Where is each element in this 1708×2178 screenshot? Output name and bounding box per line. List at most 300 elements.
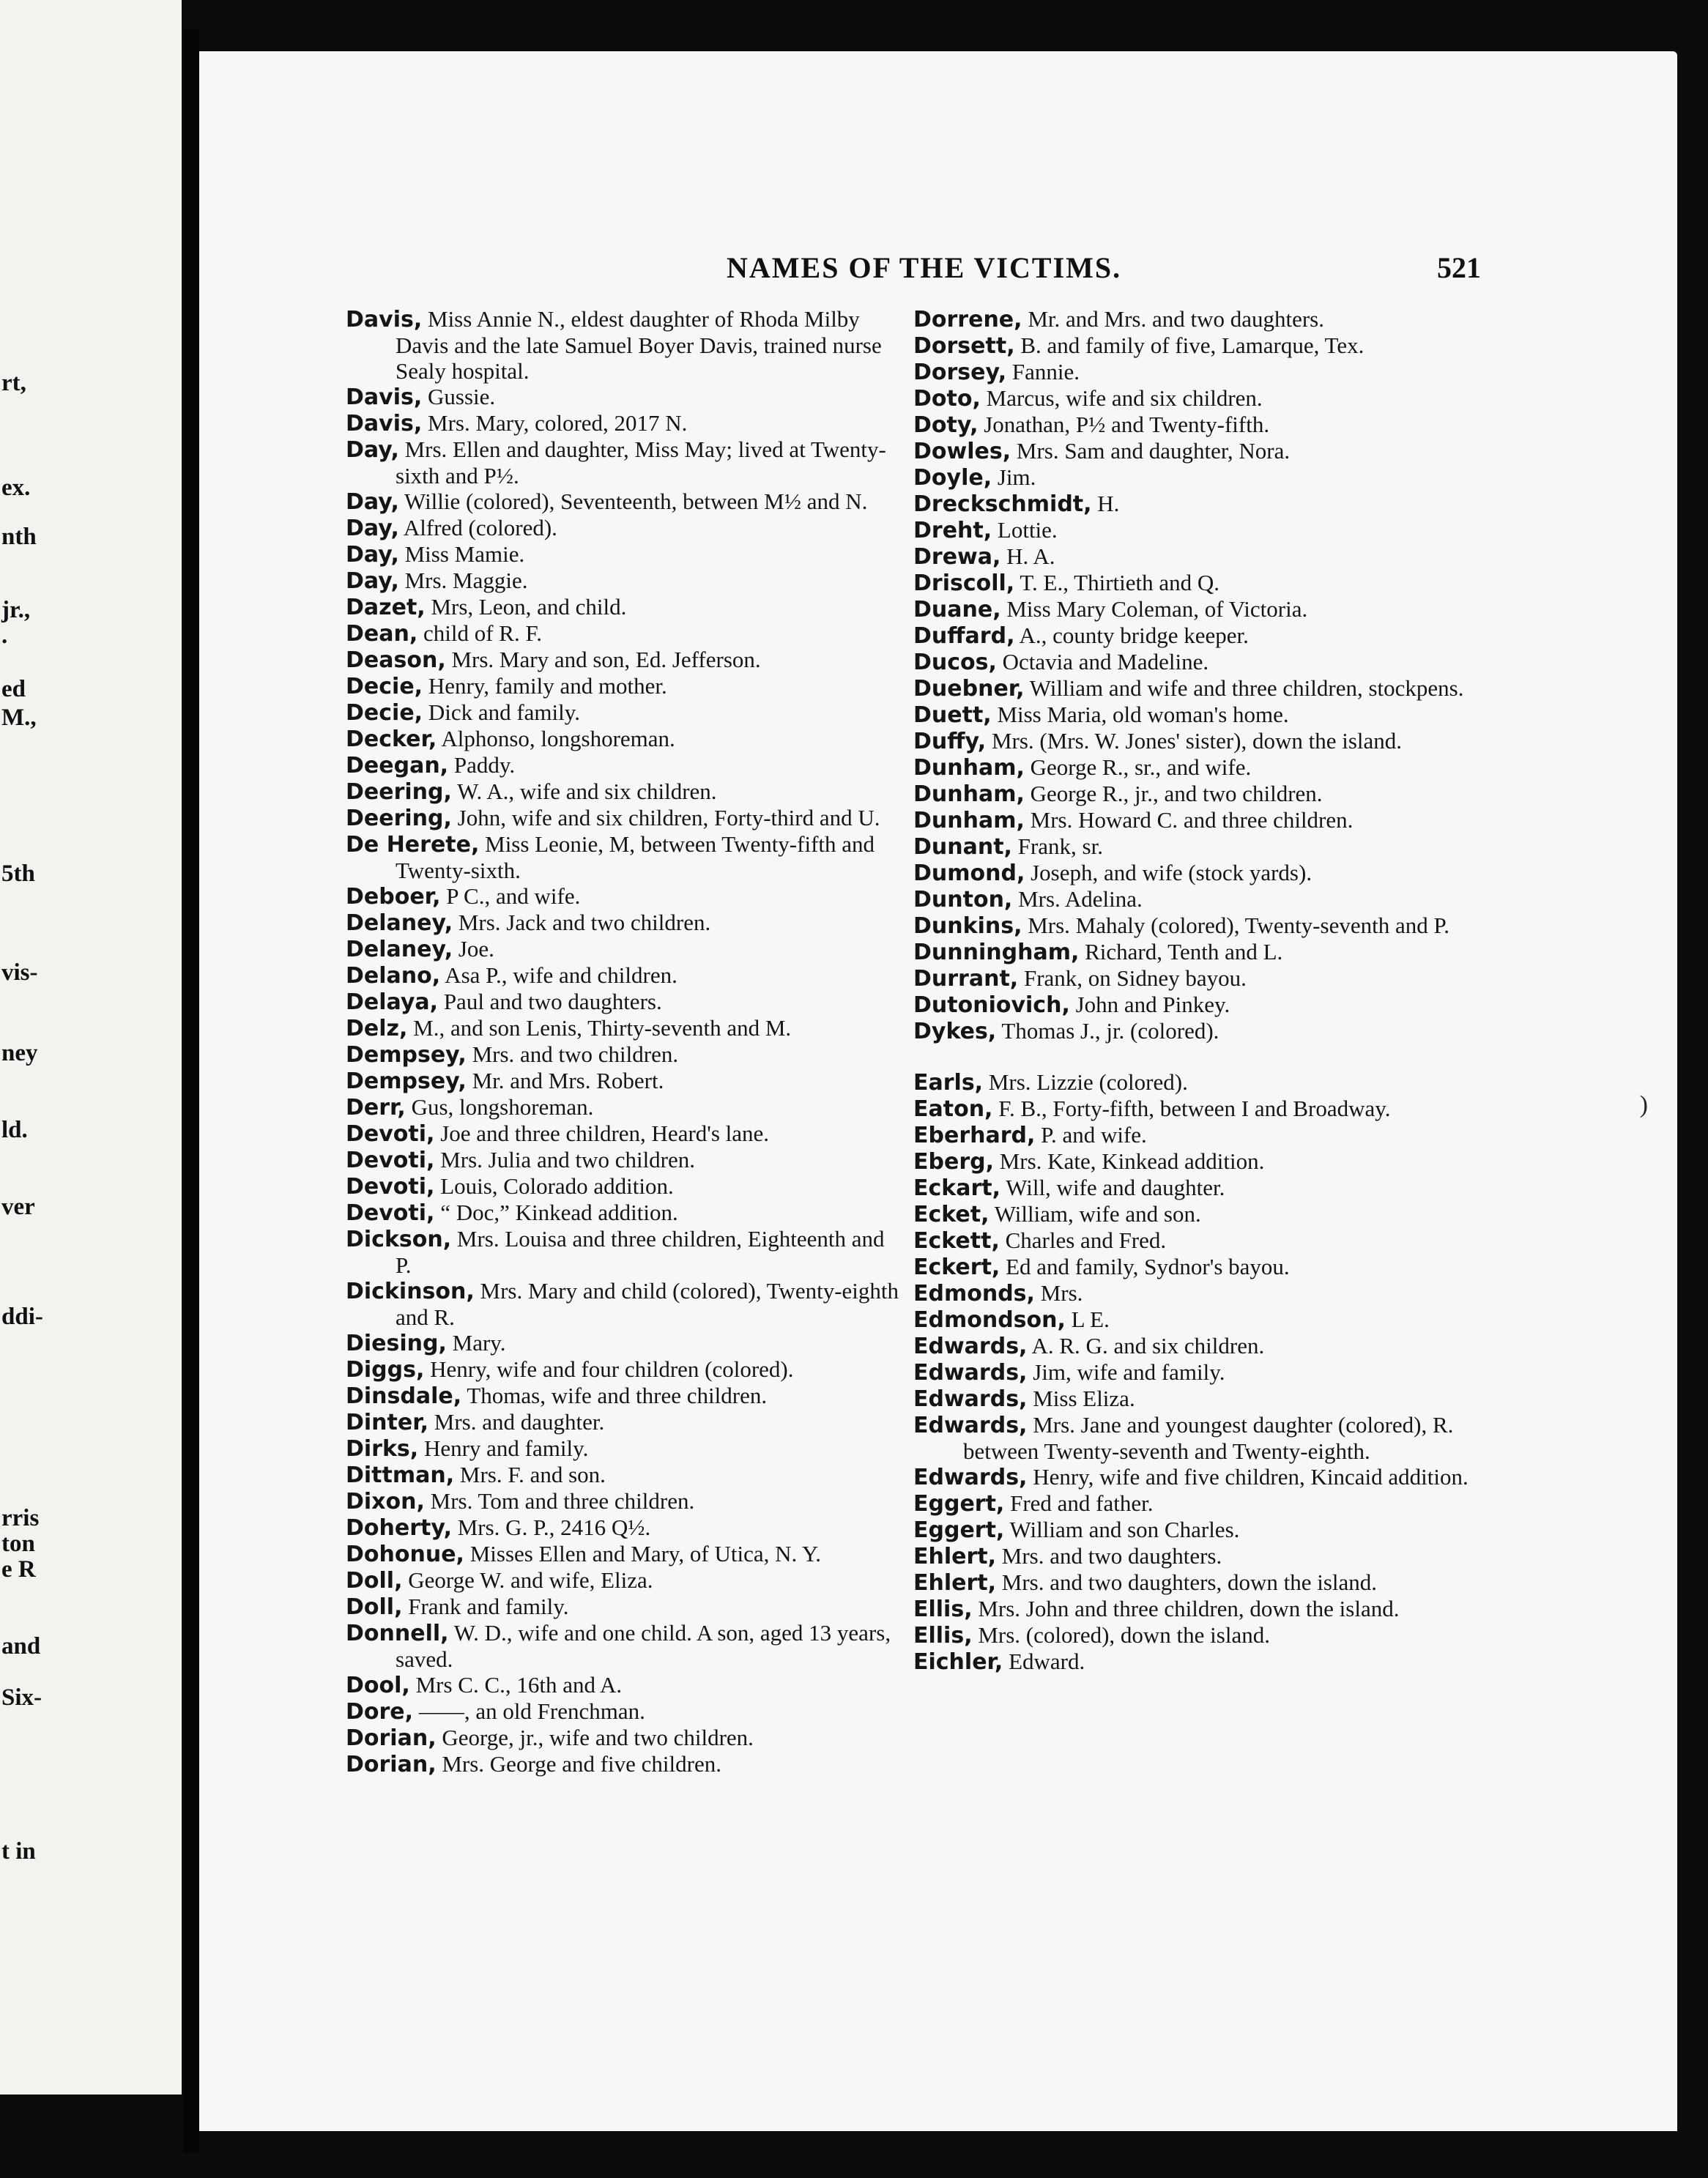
- facing-page-fragment: ed: [1, 676, 26, 702]
- victim-entry: [913, 438, 1499, 464]
- victim-entry: [913, 992, 1499, 1018]
- page-number: 521: [1437, 251, 1481, 284]
- victim-entry: [913, 1122, 1499, 1148]
- victim-entry: [913, 1596, 1499, 1622]
- facing-page-fragment: ld.: [1, 1117, 28, 1143]
- victim-entry: [913, 622, 1499, 649]
- victim-entry: [913, 1333, 1499, 1359]
- victim-surname: Doll,: [346, 1594, 403, 1620]
- victim-surname: Ducos,: [913, 650, 997, 675]
- victim-surname: Earls,: [913, 1070, 984, 1096]
- victim-entry: [913, 1517, 1499, 1543]
- victim-entry: [346, 1751, 902, 1777]
- victim-details: Henry and family.: [418, 1435, 589, 1461]
- victim-details: A., county bridge keeper.: [1014, 622, 1249, 648]
- victim-surname: Dickinson,: [346, 1279, 475, 1304]
- victim-entry: [913, 1018, 1499, 1044]
- victim-details: Miss Maria, old woman's home.: [991, 702, 1289, 727]
- victim-entry: [346, 1330, 902, 1356]
- victim-entry: [346, 962, 902, 989]
- victim-surname: Dorian,: [346, 1725, 437, 1751]
- victim-surname: Dunant,: [913, 834, 1012, 860]
- victim-details: John and Pinkey.: [1069, 992, 1230, 1017]
- victim-surname: Decker,: [346, 726, 437, 752]
- victim-surname: Delaya,: [346, 989, 439, 1015]
- victim-details: Mrs. Sam and daughter, Nora.: [1011, 438, 1291, 464]
- victim-details: William and wife and three children, stockpens.: [1024, 675, 1464, 701]
- victim-entry: [346, 568, 902, 594]
- victim-details: T. E., Thirtieth and Q.: [1014, 570, 1220, 595]
- victim-details: M., and son Lenis, Thirty-seventh and M.: [407, 1015, 792, 1041]
- victim-entry: [913, 464, 1499, 491]
- victim-details: Fred and father.: [1004, 1490, 1154, 1516]
- victim-details: Gussie.: [422, 384, 496, 409]
- page-header: [199, 250, 1677, 294]
- victim-surname: Durrant,: [913, 966, 1019, 992]
- victim-entry: [913, 1543, 1499, 1569]
- victim-entry: [913, 675, 1499, 702]
- victim-details: B. and family of five, Lamarque, Tex.: [1014, 332, 1364, 358]
- victim-entry: [913, 332, 1499, 359]
- victim-surname: Decie,: [346, 700, 423, 726]
- victim-entry: [346, 1567, 902, 1594]
- victim-surname: Dirks,: [346, 1436, 419, 1462]
- victim-details: Mrs. Ellen and daughter, Miss May; lived at Twenty-sixth and P½.: [396, 436, 886, 488]
- facing-page-fragment: nth: [1, 524, 37, 550]
- victim-entry: [346, 752, 902, 778]
- victim-details: Mrs. Mary and son, Ed. Jefferson.: [445, 647, 761, 672]
- victim-entry: [346, 541, 902, 568]
- victim-details: “ Doc,” Kinkead addition.: [434, 1200, 678, 1225]
- victim-details: Mrs. John and three children, down the island.: [972, 1596, 1400, 1621]
- victim-entry: [913, 1490, 1499, 1517]
- victim-entry: [913, 1569, 1499, 1596]
- victim-details: George R., jr., and two children.: [1024, 781, 1323, 806]
- victim-entry: [346, 515, 902, 541]
- victim-details: Willie (colored), Seventeenth, between M½ and N.: [398, 488, 868, 514]
- victim-entry: [346, 594, 902, 620]
- victim-details: Mrs. and two daughters.: [996, 1543, 1222, 1569]
- victim-surname: Eichler,: [913, 1649, 1003, 1675]
- victim-surname: Dunton,: [913, 887, 1013, 913]
- victim-surname: De Herete,: [346, 832, 480, 858]
- victim-entry: [346, 1435, 902, 1462]
- victim-details: W. D., wife and one child. A son, aged 13 years, saved.: [396, 1620, 891, 1672]
- victim-surname: Day,: [346, 542, 399, 568]
- victim-details: Jim.: [992, 464, 1036, 490]
- victim-surname: Dool,: [346, 1673, 410, 1698]
- victim-details: Mrs C. C., 16th and A.: [409, 1672, 623, 1698]
- facing-page-fragment: ddi-: [1, 1304, 43, 1330]
- victim-surname: Deboer,: [346, 884, 441, 910]
- victim-details: William, wife and son.: [989, 1201, 1201, 1227]
- victim-entry: [346, 1698, 902, 1725]
- facing-page-fragment: Six-: [1, 1684, 42, 1711]
- victim-details: Miss Mary Coleman, of Victoria.: [1000, 596, 1308, 622]
- victim-entry: [913, 1622, 1499, 1649]
- facing-page-fragment: .: [1, 622, 8, 649]
- victim-entry: [346, 1409, 902, 1435]
- victim-details: Mrs. G. P., 2416 Q½.: [451, 1514, 651, 1540]
- victim-surname: Dinter,: [346, 1410, 429, 1435]
- victim-entry: [346, 673, 902, 699]
- victim-entry: [913, 913, 1499, 939]
- victim-entry: [913, 1254, 1499, 1280]
- victim-details: Will, wife and daughter.: [1000, 1175, 1225, 1200]
- victim-details: Louis, Colorado addition.: [434, 1173, 674, 1199]
- victim-entry: [913, 491, 1499, 517]
- victim-details: Jonathan, P½ and Twenty-fifth.: [978, 412, 1270, 437]
- victim-entry: [346, 1383, 902, 1409]
- victim-surname: Deering,: [346, 806, 452, 831]
- victim-details: Henry, wife and five children, Kincaid addition.: [1027, 1464, 1468, 1490]
- facing-page-fragment: rt,: [1, 370, 26, 396]
- victim-surname: Dunkins,: [913, 913, 1022, 939]
- victim-entry: [346, 1594, 902, 1620]
- victim-entry: [913, 596, 1499, 622]
- victim-details: Charles and Fred.: [999, 1227, 1167, 1253]
- victim-details: George, jr., wife and two children.: [436, 1725, 754, 1750]
- victim-surname: Dorsey,: [913, 360, 1007, 385]
- facing-page-fragment: M.,: [1, 705, 37, 731]
- victim-surname: Doty,: [913, 412, 979, 438]
- victim-details: Mrs. (colored), down the island.: [972, 1622, 1270, 1648]
- victim-details: H. A.: [1000, 543, 1055, 569]
- victim-entry: [913, 359, 1499, 385]
- victim-surname: Dixon,: [346, 1489, 425, 1514]
- victim-entry: [913, 517, 1499, 543]
- victim-surname: Duffy,: [913, 729, 987, 754]
- victim-entry: [346, 989, 902, 1015]
- victim-surname: Dreckschmidt,: [913, 491, 1092, 517]
- victim-surname: Davis,: [346, 384, 423, 410]
- victim-entry: [913, 1464, 1499, 1490]
- victim-entry: [346, 1094, 902, 1120]
- victim-details: Mrs. Mary, colored, 2017 N.: [422, 410, 688, 436]
- victim-entry: [346, 1226, 902, 1278]
- victim-entry: [346, 726, 902, 752]
- victim-details: Mr. and Mrs. Robert.: [466, 1068, 664, 1093]
- victim-surname: Deegan,: [346, 753, 449, 778]
- victim-details: P. and wife.: [1035, 1122, 1147, 1148]
- victim-surname: Dazet,: [346, 595, 426, 620]
- victim-entry: [346, 410, 902, 436]
- victim-details: Mrs. and two daughters, down the island.: [996, 1569, 1378, 1595]
- victim-entry: [346, 1672, 902, 1698]
- victim-details: Mrs. Julia and two children.: [434, 1147, 696, 1172]
- victim-entry: [346, 1173, 902, 1200]
- victim-entry: [346, 384, 902, 410]
- victim-details: Octavia and Madeline.: [996, 649, 1209, 674]
- victim-surname: Delz,: [346, 1016, 408, 1041]
- victim-surname: Dorian,: [346, 1752, 437, 1777]
- victim-surname: Doto,: [913, 386, 981, 412]
- facing-page-fragment: ex.: [1, 475, 31, 501]
- victim-surname: Dean,: [346, 621, 418, 647]
- victim-details: Edward.: [1003, 1649, 1085, 1674]
- victim-surname: Eggert,: [913, 1491, 1005, 1517]
- facing-page-fragment: t in: [1, 1838, 36, 1865]
- victim-details: F. B., Forty-fifth, between I and Broadway.: [992, 1096, 1391, 1121]
- victim-entry: [913, 543, 1499, 570]
- victim-entry: [346, 1120, 902, 1147]
- victim-details: ——, an old Frenchman.: [413, 1698, 645, 1724]
- facing-page-fragment: vis-: [1, 959, 38, 986]
- victim-surname: Devoti,: [346, 1174, 435, 1200]
- victim-details: Lottie.: [992, 517, 1058, 543]
- victim-surname: Dunham,: [913, 781, 1025, 807]
- victim-details: John, wife and six children, Forty-third and U.: [451, 805, 880, 830]
- victim-surname: Edmonds,: [913, 1281, 1035, 1307]
- victim-surname: Drewa,: [913, 544, 1001, 570]
- victim-entry: [346, 936, 902, 962]
- victim-details: Mrs. George and five children.: [436, 1751, 721, 1777]
- victim-entry: [913, 649, 1499, 675]
- section-gap: [913, 1044, 1499, 1069]
- victim-entry: [913, 807, 1499, 833]
- victim-surname: Ellis,: [913, 1597, 973, 1622]
- victim-details: Mrs. Mahaly (colored), Twenty-seventh and P.: [1022, 913, 1450, 938]
- victim-surname: Ehlert,: [913, 1544, 997, 1569]
- victim-entry: [346, 1041, 902, 1068]
- victim-details: Dick and family.: [423, 699, 580, 725]
- victim-details: Ed and family, Sydnor's bayou.: [1000, 1254, 1290, 1279]
- victim-surname: Doherty,: [346, 1515, 452, 1541]
- victim-details: Marcus, wife and six children.: [980, 385, 1263, 411]
- victim-surname: Dunham,: [913, 755, 1025, 781]
- victim-entry: [913, 1280, 1499, 1307]
- victim-surname: Ellis,: [913, 1623, 973, 1649]
- victim-details: Mrs. and daughter.: [428, 1409, 605, 1435]
- victim-surname: Dohonue,: [346, 1542, 464, 1567]
- victim-surname: Duett,: [913, 702, 992, 728]
- victim-surname: Edwards,: [913, 1360, 1028, 1386]
- victim-surname: Dumond,: [913, 861, 1025, 886]
- victim-entry: [346, 910, 902, 936]
- victim-details: Mrs. Louisa and three children, Eighteenth and P.: [396, 1226, 885, 1278]
- victim-details: Mrs, Leon, and child.: [425, 594, 627, 620]
- victim-entry: [913, 860, 1499, 886]
- victim-surname: Dittman,: [346, 1462, 455, 1488]
- victim-details: Mrs. Adelina.: [1012, 886, 1143, 912]
- facing-page-fragment: rris: [1, 1505, 40, 1531]
- victim-entry: [346, 1278, 902, 1330]
- book-spine: [183, 29, 199, 2153]
- victim-details: W. A., wife and six children.: [451, 778, 717, 804]
- victim-surname: Decie,: [346, 674, 423, 699]
- victim-details: Frank and family.: [402, 1594, 569, 1619]
- victim-details: Mrs. Jane and youngest daughter (colored), R. between Twenty-seventh and Twenty-eighth.: [963, 1412, 1454, 1464]
- victim-details: L E.: [1065, 1307, 1110, 1332]
- victim-surname: Dorrene,: [913, 307, 1022, 332]
- victim-entry: [346, 488, 902, 515]
- victim-entry: [346, 831, 902, 883]
- edge-mark: ): [1639, 1091, 1648, 1118]
- victim-details: Henry, family and mother.: [423, 673, 667, 699]
- victim-entry: [346, 1200, 902, 1226]
- facing-page-fragment: 5th: [1, 861, 35, 887]
- victim-surname: Devoti,: [346, 1148, 435, 1173]
- victim-details: Mary.: [446, 1330, 506, 1356]
- victim-surname: Duebner,: [913, 676, 1025, 702]
- right-column: [913, 306, 1499, 1675]
- facing-page-fragment: ver: [1, 1194, 35, 1220]
- victim-details: Joe.: [453, 936, 494, 962]
- victim-entry: [346, 436, 902, 488]
- victim-details: Mrs.: [1034, 1280, 1083, 1306]
- victim-surname: Delaney,: [346, 910, 453, 936]
- victim-surname: Devoti,: [346, 1121, 435, 1147]
- victim-surname: Dunham,: [913, 808, 1025, 833]
- victim-details: Thomas, wife and three children.: [461, 1383, 768, 1408]
- victim-surname: Dickson,: [346, 1227, 452, 1252]
- victim-surname: Doyle,: [913, 465, 992, 491]
- victim-surname: Edwards,: [913, 1413, 1028, 1438]
- victim-entry: [913, 754, 1499, 781]
- victim-surname: Dowles,: [913, 439, 1011, 464]
- victim-surname: Diggs,: [346, 1357, 425, 1383]
- victim-details: A. R. G. and six children.: [1027, 1333, 1265, 1359]
- victim-entry: [346, 1514, 902, 1541]
- victim-details: Joe and three children, Heard's lane.: [434, 1120, 770, 1146]
- victim-entry: [346, 647, 902, 673]
- victim-surname: Davis,: [346, 307, 423, 332]
- victim-entry: [346, 1015, 902, 1041]
- victim-details: Paul and two daughters.: [438, 989, 662, 1014]
- victim-details: Mr. and Mrs. and two daughters.: [1022, 306, 1324, 332]
- victim-surname: Dunningham,: [913, 940, 1080, 965]
- victim-surname: Eckert,: [913, 1255, 1000, 1280]
- victim-surname: Deering,: [346, 779, 452, 805]
- victim-details: Frank, sr.: [1011, 833, 1103, 859]
- victim-entry: [346, 1356, 902, 1383]
- victim-surname: Eckart,: [913, 1175, 1001, 1201]
- victim-entry: [913, 939, 1499, 965]
- victim-entry: [913, 1069, 1499, 1096]
- victim-surname: Edwards,: [913, 1334, 1028, 1359]
- victim-surname: Eggert,: [913, 1517, 1005, 1543]
- victim-entry: [913, 1307, 1499, 1333]
- victim-entry: [913, 385, 1499, 412]
- victim-entry: [913, 728, 1499, 754]
- victim-details: Jim, wife and family.: [1027, 1359, 1225, 1385]
- victim-surname: Dore,: [346, 1699, 414, 1725]
- victim-details: Mrs. Lizzie (colored).: [983, 1069, 1188, 1095]
- victim-details: Mrs. Tom and three children.: [424, 1488, 695, 1514]
- victim-entry: [346, 1068, 902, 1094]
- victim-entry: [346, 1488, 902, 1514]
- victim-details: H.: [1091, 491, 1120, 516]
- victim-surname: Duane,: [913, 597, 1001, 622]
- victim-entry: [346, 620, 902, 647]
- victim-surname: Day,: [346, 516, 399, 541]
- victim-details: Asa P., wife and children.: [440, 962, 677, 988]
- victim-details: Mrs. and two children.: [466, 1041, 679, 1067]
- victim-details: Mrs. Howard C. and three children.: [1024, 807, 1354, 833]
- victim-entry: [346, 1541, 902, 1567]
- victim-surname: Deason,: [346, 647, 446, 673]
- victim-details: Alphonso, longshoreman.: [437, 726, 675, 751]
- victim-entry: [913, 1359, 1499, 1386]
- victim-entry: [913, 412, 1499, 438]
- victim-surname: Delaney,: [346, 937, 453, 962]
- victim-details: Mrs. (Mrs. W. Jones' sister), down the island.: [986, 728, 1403, 754]
- victim-entry: [913, 833, 1499, 860]
- victim-details: child of R. F.: [417, 620, 542, 646]
- victim-surname: Derr,: [346, 1095, 406, 1120]
- victim-entry: [913, 1386, 1499, 1412]
- victim-surname: Edwards,: [913, 1465, 1028, 1490]
- victim-entry: [913, 781, 1499, 807]
- victim-entry: [346, 1620, 902, 1672]
- victim-details: Miss Annie N., eldest daughter of Rhoda Milby Davis and the late Samuel Boyer Davis, trained nurse Sealy hospital.: [396, 306, 882, 384]
- victim-surname: Devoti,: [346, 1200, 435, 1226]
- victim-details: Alfred (colored).: [398, 515, 557, 540]
- victim-details: Fannie.: [1006, 359, 1080, 384]
- victim-details: Paddy.: [448, 752, 516, 778]
- facing-page-fragment: ney: [1, 1040, 38, 1066]
- victim-entry: [913, 1175, 1499, 1201]
- victim-entry: [913, 1201, 1499, 1227]
- victim-details: Mrs. F. and son.: [454, 1462, 606, 1487]
- victim-details: Mrs. Maggie.: [398, 568, 528, 593]
- victim-surname: Day,: [346, 489, 399, 515]
- victim-surname: Eberg,: [913, 1149, 994, 1175]
- running-title: NAMES OF THE VICTIMS.: [727, 251, 1122, 284]
- victim-surname: Edwards,: [913, 1386, 1028, 1412]
- victim-details: P C., and wife.: [440, 883, 581, 909]
- victim-entry: [913, 965, 1499, 992]
- victim-details: Mrs. Jack and two children.: [453, 910, 711, 935]
- victim-entry: [913, 306, 1499, 332]
- victim-surname: Ehlert,: [913, 1570, 997, 1596]
- victim-details: Henry, wife and four children (colored).: [424, 1356, 794, 1382]
- victim-entry: [346, 883, 902, 910]
- victim-details: Gus, longshoreman.: [405, 1094, 594, 1120]
- victim-details: George R., sr., and wife.: [1024, 754, 1252, 780]
- victim-details: Miss Eliza.: [1027, 1386, 1135, 1411]
- victim-surname: Driscoll,: [913, 570, 1015, 596]
- victim-surname: Ecket,: [913, 1202, 989, 1227]
- victim-details: Thomas J., jr. (colored).: [996, 1018, 1219, 1044]
- facing-page-fragment: e R: [1, 1556, 36, 1583]
- victim-details: William and son Charles.: [1004, 1517, 1240, 1542]
- victim-details: Misses Ellen and Mary, of Utica, N. Y.: [464, 1541, 821, 1566]
- victim-entry: [913, 1148, 1499, 1175]
- victim-entry: [913, 1412, 1499, 1464]
- victim-surname: Eckett,: [913, 1228, 1000, 1254]
- victim-entry: [346, 805, 902, 831]
- victim-details: Miss Leonie, M, between Twenty-fifth and Twenty-sixth.: [396, 831, 875, 883]
- victim-entry: [913, 886, 1499, 913]
- victim-details: Mrs. Kate, Kinkead addition.: [993, 1148, 1265, 1174]
- victim-surname: Diesing,: [346, 1331, 447, 1356]
- victim-surname: Dutoniovich,: [913, 992, 1070, 1018]
- victim-surname: Dykes,: [913, 1019, 997, 1044]
- left-column: [346, 306, 902, 1777]
- victim-surname: Eaton,: [913, 1096, 993, 1122]
- victim-surname: Dorsett,: [913, 333, 1015, 359]
- facing-page-sliver: [0, 0, 182, 2095]
- victim-surname: Davis,: [346, 411, 423, 436]
- victim-entry: [913, 702, 1499, 728]
- victim-details: George W. and wife, Eliza.: [402, 1567, 653, 1593]
- victim-entry: [346, 1147, 902, 1173]
- victim-surname: Donnell,: [346, 1621, 449, 1646]
- victim-entry: [913, 1649, 1499, 1675]
- victim-entry: [346, 699, 902, 726]
- victim-surname: Day,: [346, 568, 399, 594]
